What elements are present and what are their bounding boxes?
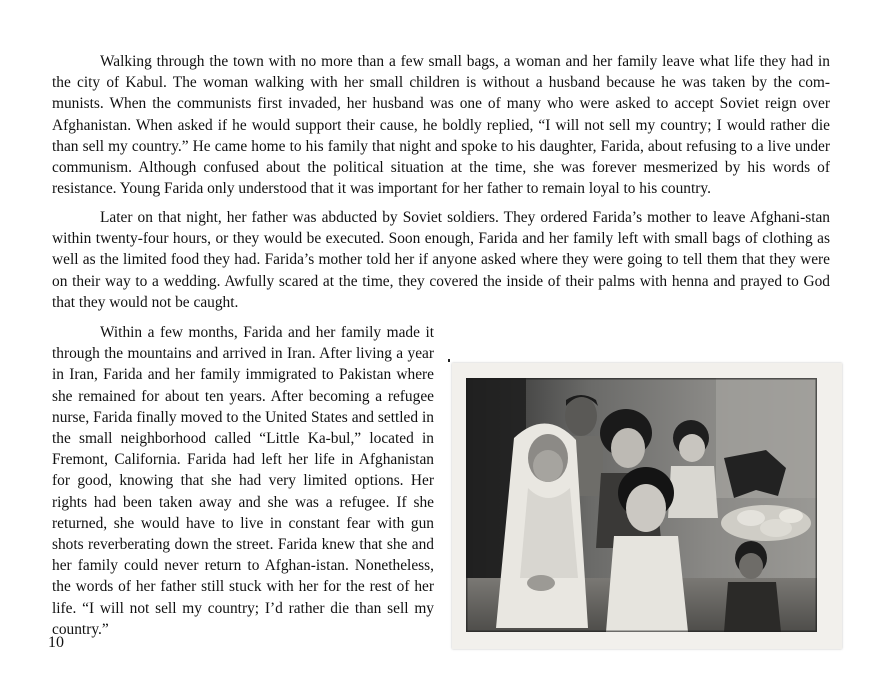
- page-number: 10: [48, 634, 64, 651]
- paragraph-3: Within a few months, Farida and her family made it through the mountains and arrived in Iran. After living a year in Iran, Farida and her family immigrated to Pakistan where she remained for about ten years. After becoming a refugee nurse, Farida finally moved to the United States and settled in the small neighborhood called “Little Ka-bul,” located in Fremont, California. Farida had left her life in Afghanistan for good, knowing that she had very limited options. Her rights had been taken away and she was a refugee. If she returned, she would have to live in constant fear with gun shots reverberating down the street. Farida knew that she and her family could never return to Afghan-istan. Nonetheless, the words of her father still stuck with her for the rest of her life. “I will not sell my country; I’d rather die than sell my country.”: [52, 324, 434, 638]
- family-photo-icon: [466, 378, 817, 632]
- paragraph-2: Later on that night, her father was abducted by Soviet soldiers. They ordered Farida’s mother to leave Afghani-stan within twenty-four hours, or they would be executed. Soon enough, Farida and her family left with small bags of clothing as well as the limited food they had. Farida’s mother told her if anyone asked where they were going to tell them that they were on their way to a wedding. Awfully scared at the time, they covered the inside of their palms with henna and prayed to God that they would not be caught.: [52, 209, 830, 311]
- paragraph-1: Walking through the town with no more than a few small bags, a woman and her family leave what life they had in the city of Kabul. The woman walking with her small children is without a husband because he was taken by the com-munists. When the communists first invaded, her husband was one of many who were asked to accept Soviet reign over Afghanistan. When asked if he would support their cause, he boldly replied, “I will not sell my country; I would rather die than sell my country.” He came home to his family that night and spoke to his daughter, Farida, about refusing to a live under communism. Although confused about the political situation at the time, she was forever mesmerized by his words of resistance. Young Farida only understood that it was important for her father to remain loyal to his country.: [52, 53, 830, 198]
- speck-mark: [448, 359, 450, 362]
